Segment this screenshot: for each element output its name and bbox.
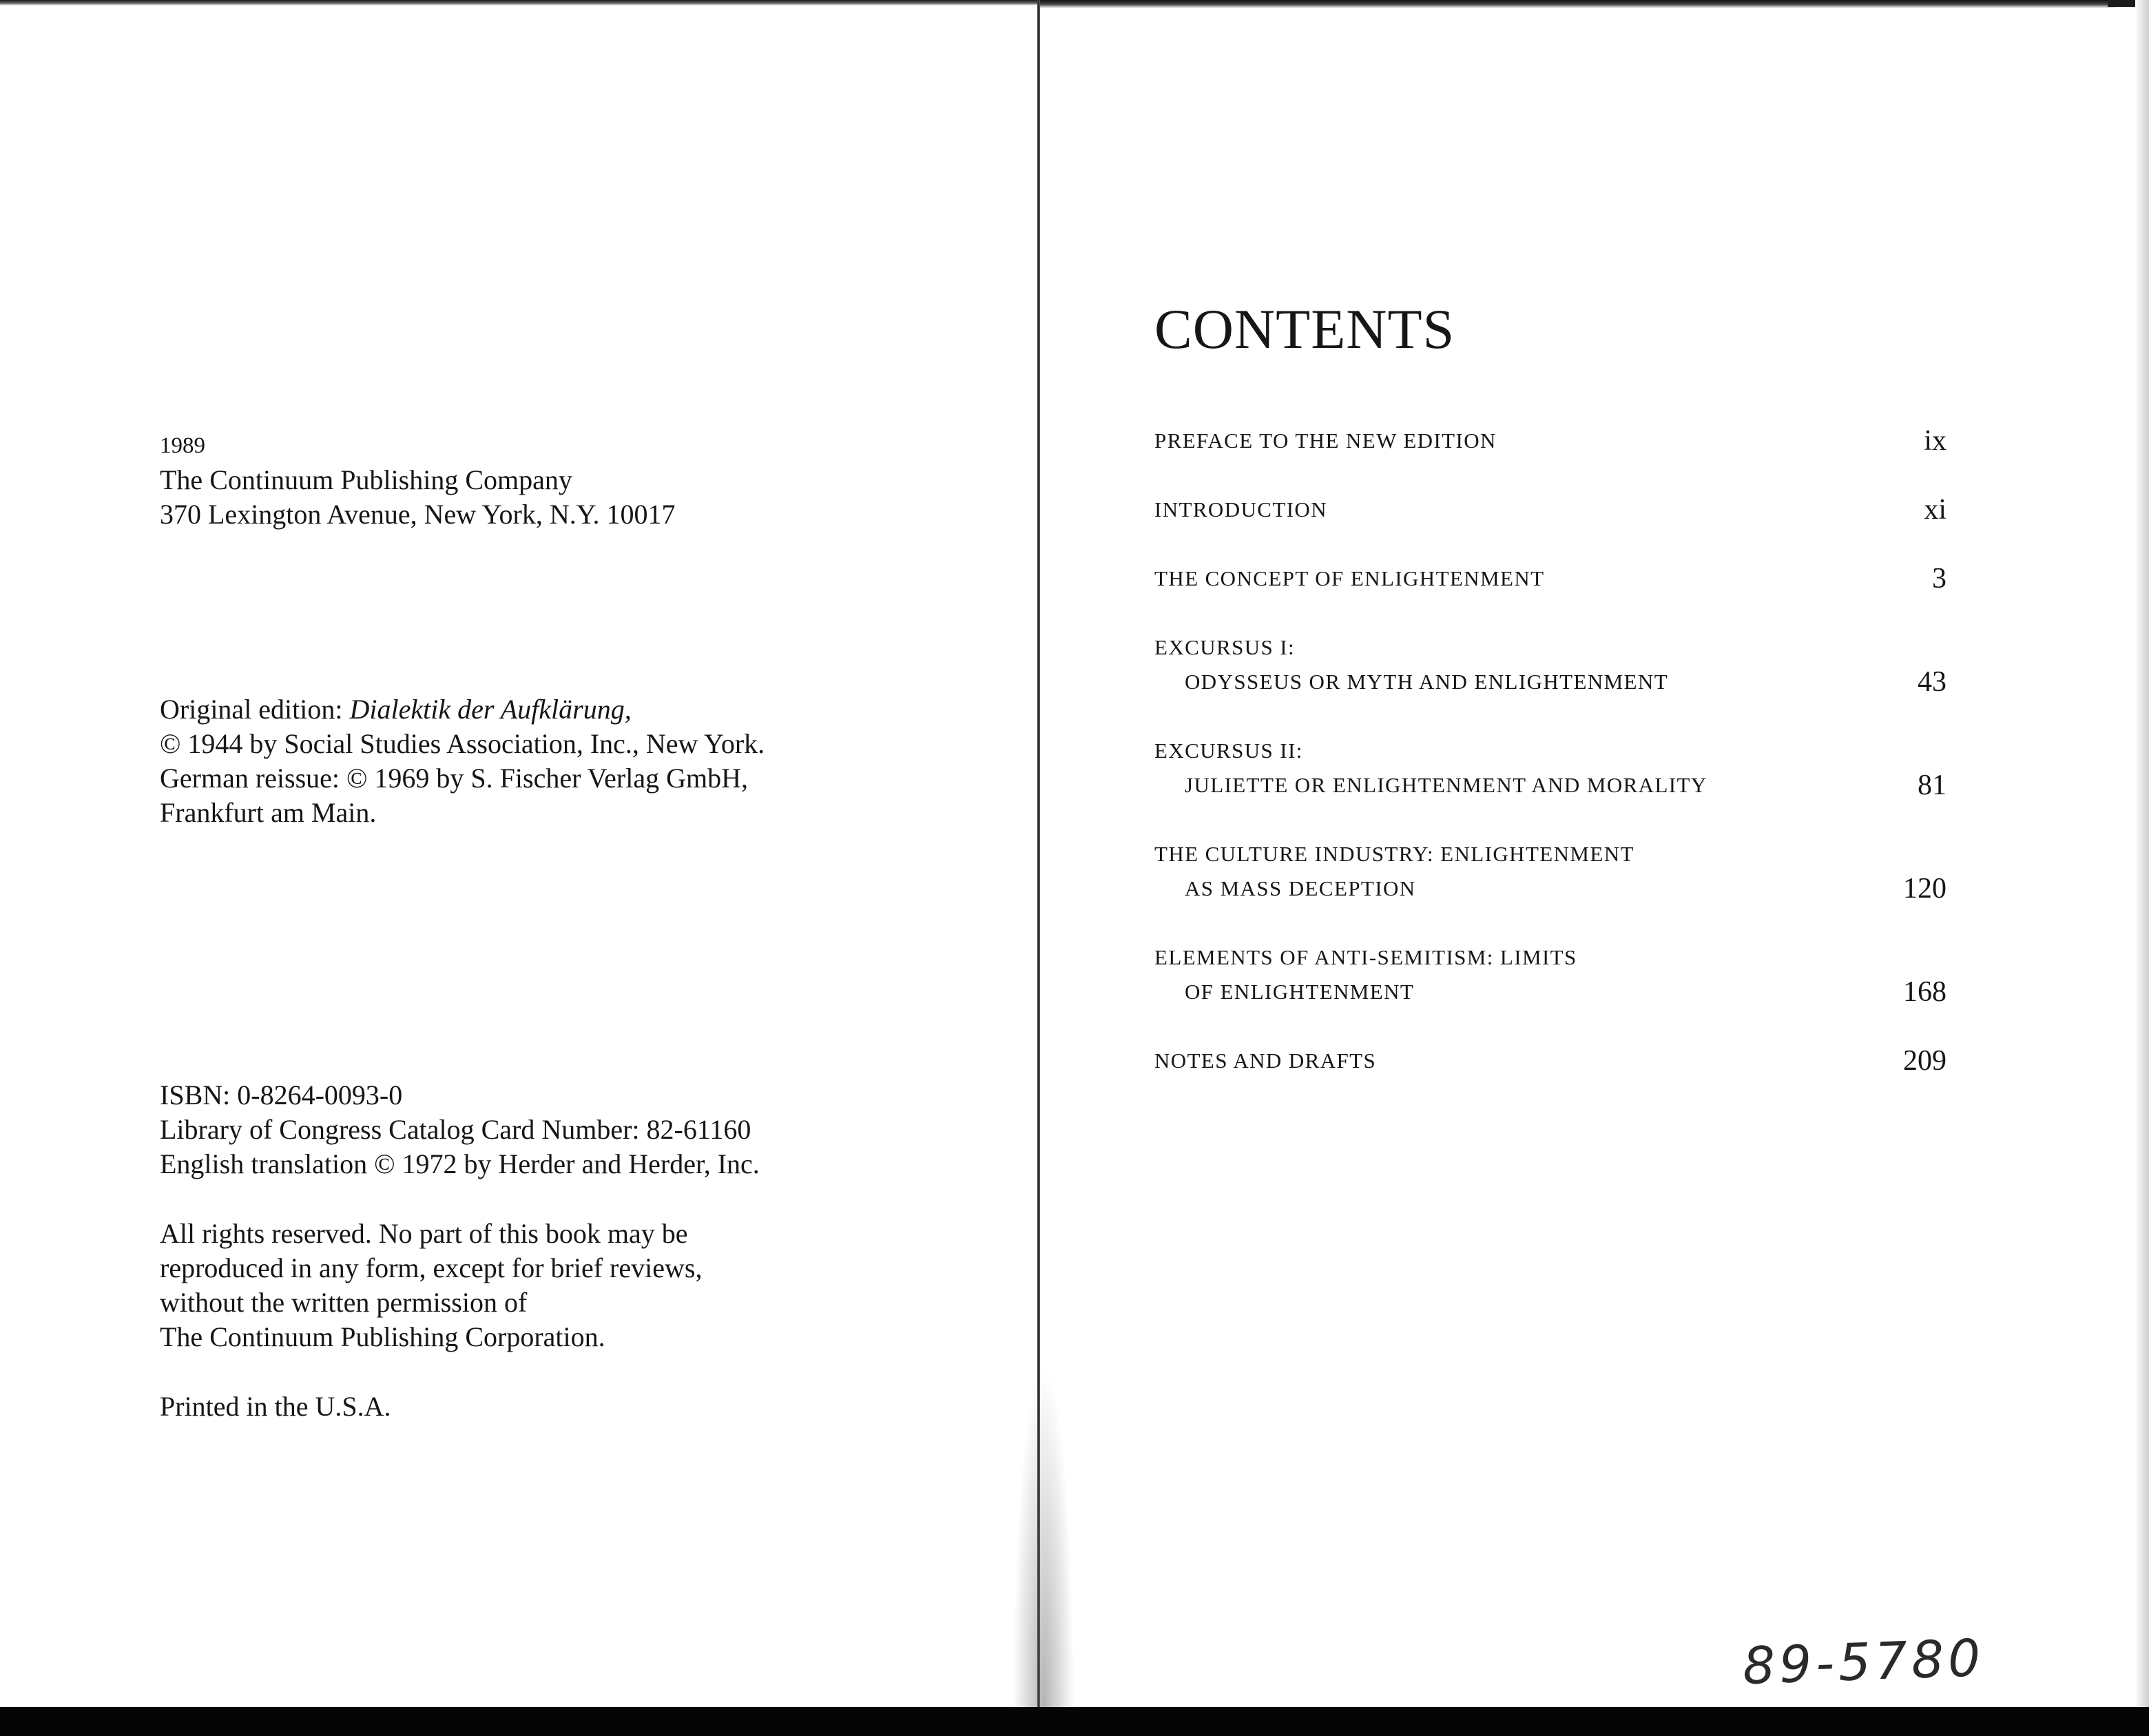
rights-line: without the written permission of: [160, 1287, 528, 1318]
toc-entry-subtitle: OF ENLIGHTENMENT: [1185, 980, 1415, 1004]
bottom-scan-band: [0, 1707, 2149, 1736]
publication-year: 1989: [160, 433, 205, 458]
toc-entry-subtitle: JULIETTE OR ENLIGHTENMENT AND MORALITY: [1185, 773, 1707, 797]
publisher-address: 370 Lexington Avenue, New York, N.Y. 10017: [160, 499, 676, 530]
publisher-block: [160, 428, 917, 532]
printed-block: [160, 1389, 917, 1424]
toc-entry: [1154, 424, 1946, 458]
top-page-edge-right: [1040, 0, 2115, 8]
translation-copyright: English translation © 1972 by Herder and Herder, Inc.: [160, 1148, 760, 1179]
rights-line: All rights reserved. No part of this book may be: [160, 1218, 688, 1249]
right-page-edge: [2135, 0, 2149, 1708]
toc-entry-title: EXCURSUS I:: [1154, 635, 1296, 659]
original-edition-line: [160, 692, 917, 727]
original-edition-label: Original edition:: [160, 694, 350, 725]
toc-page-number: ix: [1924, 425, 1946, 457]
gutter-shadow: [1013, 1364, 1074, 1708]
toc-page-number: 3: [1932, 563, 1946, 595]
table-of-contents: [1154, 424, 1946, 1078]
lccn: Library of Congress Catalog Card Number: 82-61160: [160, 1114, 751, 1145]
toc-entry-subtitle: ODYSSEUS OR MYTH AND ENLIGHTENMENT: [1185, 670, 1669, 694]
toc-entry: [1154, 561, 1946, 596]
isbn: ISBN: 0-8264-0093-0: [160, 1079, 403, 1110]
rights-line: The Continuum Publishing Corporation.: [160, 1321, 605, 1352]
german-reissue: German reissue: © 1969 by S. Fischer Verlag GmbH,: [160, 763, 748, 794]
toc-entry-title: NOTES AND DRAFTS: [1154, 1048, 1377, 1073]
toc-page-number: 81: [1918, 769, 1946, 801]
toc-entry-title: EXCURSUS II:: [1154, 738, 1303, 763]
toc-page-number: 168: [1903, 976, 1946, 1008]
toc-entry: [1154, 630, 1946, 699]
rights-line: reproduced in any form, except for brief reviews,: [160, 1252, 703, 1283]
contents-title: CONTENTS: [1154, 298, 1455, 360]
original-edition-block: [160, 692, 917, 830]
handwritten-catalog-note: 89-5780: [1741, 1628, 1986, 1697]
toc-entry-title: PREFACE TO THE NEW EDITION: [1154, 428, 1497, 453]
toc-entry: [1154, 493, 1946, 527]
toc-page-number: 43: [1918, 666, 1946, 698]
toc-entry: [1154, 940, 1946, 1009]
toc-entry-title: ELEMENTS OF ANTI-SEMITISM: LIMITS: [1154, 945, 1577, 969]
publisher-name: The Continuum Publishing Company: [160, 464, 572, 495]
rights-block: [160, 1217, 917, 1354]
toc-entry: [1154, 1044, 1946, 1078]
toc-entry-title: THE CULTURE INDUSTRY: ENLIGHTENMENT: [1154, 842, 1634, 866]
toc-page-number: 120: [1903, 873, 1946, 905]
toc-entry-title: THE CONCEPT OF ENLIGHTENMENT: [1154, 566, 1545, 590]
printed-in: Printed in the U.S.A.: [160, 1391, 391, 1422]
toc-entry: [1154, 734, 1946, 803]
toc-entry-subtitle: AS MASS DECEPTION: [1185, 876, 1416, 900]
toc-entry-title: INTRODUCTION: [1154, 497, 1327, 521]
original-copyright: © 1944 by Social Studies Association, Inc., New York.: [160, 728, 765, 759]
toc-page-number: xi: [1924, 494, 1946, 526]
toc-entry: [1154, 837, 1946, 906]
catalog-block: [160, 1078, 917, 1181]
german-reissue-city: Frankfurt am Main.: [160, 797, 377, 828]
toc-page-number: 209: [1903, 1045, 1946, 1077]
original-title: Dialektik der Aufklärung,: [349, 694, 632, 725]
